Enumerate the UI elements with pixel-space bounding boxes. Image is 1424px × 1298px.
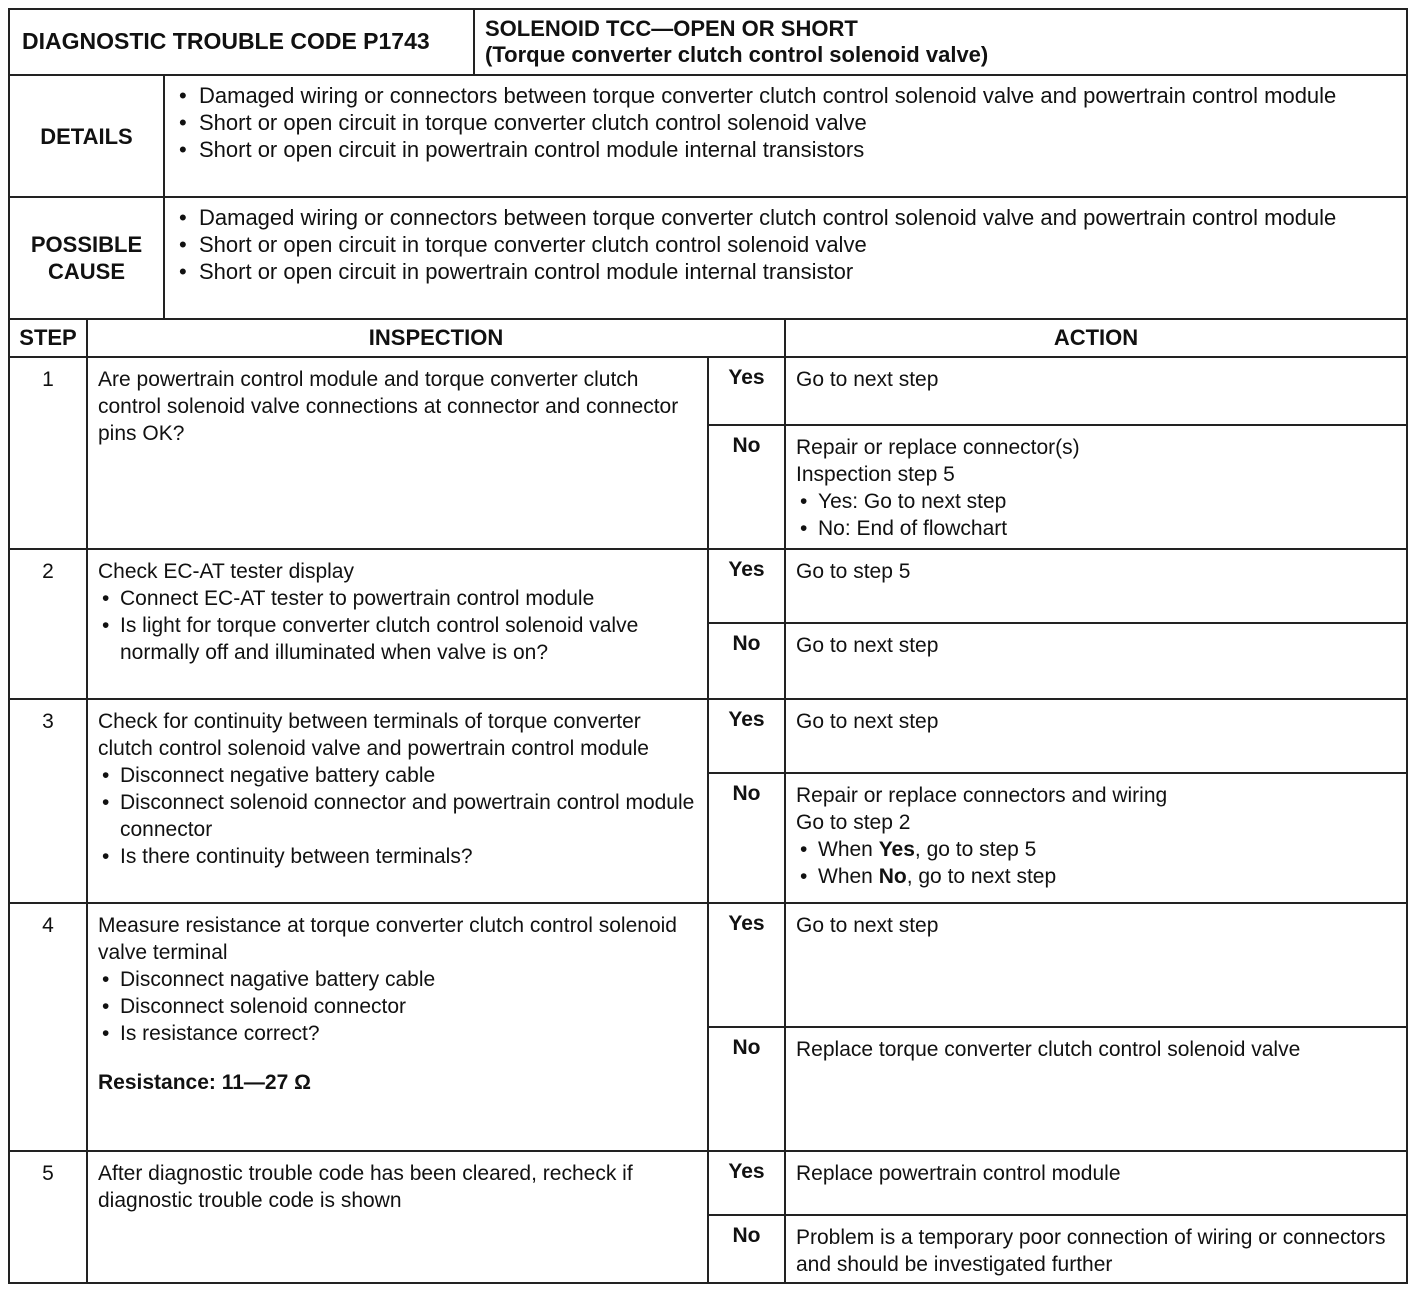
yes-action: Go to next step bbox=[785, 699, 1407, 773]
no-label: No bbox=[708, 1215, 785, 1283]
list-item: • Short or open circuit in torque converter clutch control solenoid valve bbox=[177, 231, 1396, 258]
yes-label: Yes bbox=[708, 549, 785, 623]
resistance-spec: Resistance: 11—27 Ω bbox=[98, 1071, 311, 1094]
list-item: • No: End of flowchart bbox=[796, 515, 1398, 542]
list-item bbox=[796, 863, 1398, 890]
list-item: • Disconnect solenoid connector and powertrain control module connector bbox=[98, 789, 699, 843]
yes-action: Go to next step bbox=[785, 903, 1407, 1027]
possible-cause-label-line1: POSSIBLE bbox=[30, 232, 143, 257]
inspection-text: After diagnostic trouble code has been cleared, recheck if diagnostic trouble code is shown bbox=[98, 1162, 633, 1212]
list-item: • Disconnect negative battery cable bbox=[98, 762, 699, 789]
details-label: DETAILS bbox=[9, 75, 164, 197]
list-item: • Short or open circuit in powertrain control module internal transistor bbox=[177, 258, 1396, 285]
inspection-column-header: INSPECTION bbox=[87, 319, 785, 357]
yes-label: Yes bbox=[708, 699, 785, 773]
possible-cause-content bbox=[164, 197, 1407, 319]
text-part: When bbox=[818, 865, 879, 888]
step-number: 1 bbox=[9, 357, 87, 549]
list-item: • Short or open circuit in torque converter clutch control solenoid valve bbox=[177, 109, 1396, 136]
no-label: No bbox=[708, 1027, 785, 1151]
list-item: • Damaged wiring or connectors between torque converter clutch control solenoid valve and powertrain control module bbox=[177, 204, 1396, 231]
list-item: • Connect EC-AT tester to powertrain control module bbox=[98, 585, 699, 612]
no-action: Go to next step bbox=[785, 623, 1407, 699]
action-list bbox=[796, 488, 1398, 542]
no-label: No bbox=[708, 773, 785, 903]
dtc-title: DIAGNOSTIC TROUBLE CODE P1743 bbox=[9, 9, 474, 75]
no-action: Replace torque converter clutch control solenoid valve bbox=[785, 1027, 1407, 1151]
action-line: Repair or replace connector(s) bbox=[796, 436, 1080, 459]
text-part-bold: Yes bbox=[878, 838, 915, 861]
possible-cause-label-line2: CAUSE bbox=[47, 259, 125, 284]
possible-cause-list bbox=[165, 198, 1406, 289]
dtc-desc-line1: SOLENOID TCC—OPEN OR SHORT bbox=[485, 16, 858, 41]
list-item: • Is resistance correct? bbox=[98, 1020, 699, 1047]
list-item: • Short or open circuit in powertrain control module internal transistors bbox=[177, 136, 1396, 163]
inspection-list bbox=[98, 762, 699, 870]
yes-action: Go to step 5 bbox=[785, 549, 1407, 623]
inspection-text: Are powertrain control module and torque converter clutch control solenoid valve connections at connector and connector pins OK? bbox=[98, 368, 679, 445]
list-item: • Yes: Go to next step bbox=[796, 488, 1398, 515]
text-part: When bbox=[818, 838, 879, 861]
step-inspection bbox=[87, 699, 708, 903]
step-column-header: STEP bbox=[9, 319, 87, 357]
list-item: • Disconnect nagative battery cable bbox=[98, 966, 699, 993]
header-table bbox=[8, 8, 1408, 76]
text-part: , go to step 5 bbox=[914, 838, 1037, 861]
list-item: • Is light for torque converter clutch control solenoid valve normally off and illuminated when valve is on? bbox=[98, 612, 699, 666]
action-column-header: ACTION bbox=[785, 319, 1407, 357]
yes-action: Replace powertrain control module bbox=[785, 1151, 1407, 1215]
step-inspection bbox=[87, 549, 708, 699]
no-action bbox=[785, 773, 1407, 903]
action-line: Go to step 2 bbox=[796, 811, 911, 834]
step-inspection bbox=[87, 903, 708, 1151]
inspection-text: Check EC-AT tester display bbox=[98, 560, 354, 583]
inspection-text: Check for continuity between terminals of torque converter clutch control solenoid valve and powertrain control module bbox=[98, 710, 649, 760]
list-item bbox=[796, 836, 1398, 863]
details-table bbox=[8, 74, 1408, 320]
text-part: , go to next step bbox=[906, 865, 1057, 888]
no-label: No bbox=[708, 623, 785, 699]
yes-label: Yes bbox=[708, 357, 785, 425]
no-action bbox=[785, 425, 1407, 549]
list-item: • Is there continuity between terminals? bbox=[98, 843, 699, 870]
no-action: Problem is a temporary poor connection of wiring or connectors and should be investigated further bbox=[785, 1215, 1407, 1283]
yes-action: Go to next step bbox=[785, 357, 1407, 425]
dtc-description bbox=[474, 9, 1407, 75]
yes-label: Yes bbox=[708, 1151, 785, 1215]
dtc-desc-line2: (Torque converter clutch control solenoid valve) bbox=[485, 42, 989, 67]
step-inspection bbox=[87, 357, 708, 549]
step-number: 3 bbox=[9, 699, 87, 903]
inspection-list bbox=[98, 585, 699, 666]
text-part-bold: No bbox=[878, 865, 907, 888]
step-inspection bbox=[87, 1151, 708, 1283]
yes-label: Yes bbox=[708, 903, 785, 1027]
action-line: Inspection step 5 bbox=[796, 463, 955, 486]
steps-table bbox=[8, 318, 1408, 1284]
action-list bbox=[796, 836, 1398, 890]
step-number: 4 bbox=[9, 903, 87, 1151]
list-item: • Disconnect solenoid connector bbox=[98, 993, 699, 1020]
possible-cause-label bbox=[9, 197, 164, 319]
list-item: • Damaged wiring or connectors between torque converter clutch control solenoid valve and powertrain control module bbox=[177, 82, 1396, 109]
step-number: 2 bbox=[9, 549, 87, 699]
step-number: 5 bbox=[9, 1151, 87, 1283]
details-content bbox=[164, 75, 1407, 197]
action-line: Repair or replace connectors and wiring bbox=[796, 784, 1168, 807]
details-list bbox=[165, 76, 1406, 167]
diagnostic-sheet bbox=[8, 8, 1408, 1284]
no-label: No bbox=[708, 425, 785, 549]
inspection-text: Measure resistance at torque converter clutch control solenoid valve terminal bbox=[98, 914, 677, 964]
inspection-list bbox=[98, 966, 699, 1047]
